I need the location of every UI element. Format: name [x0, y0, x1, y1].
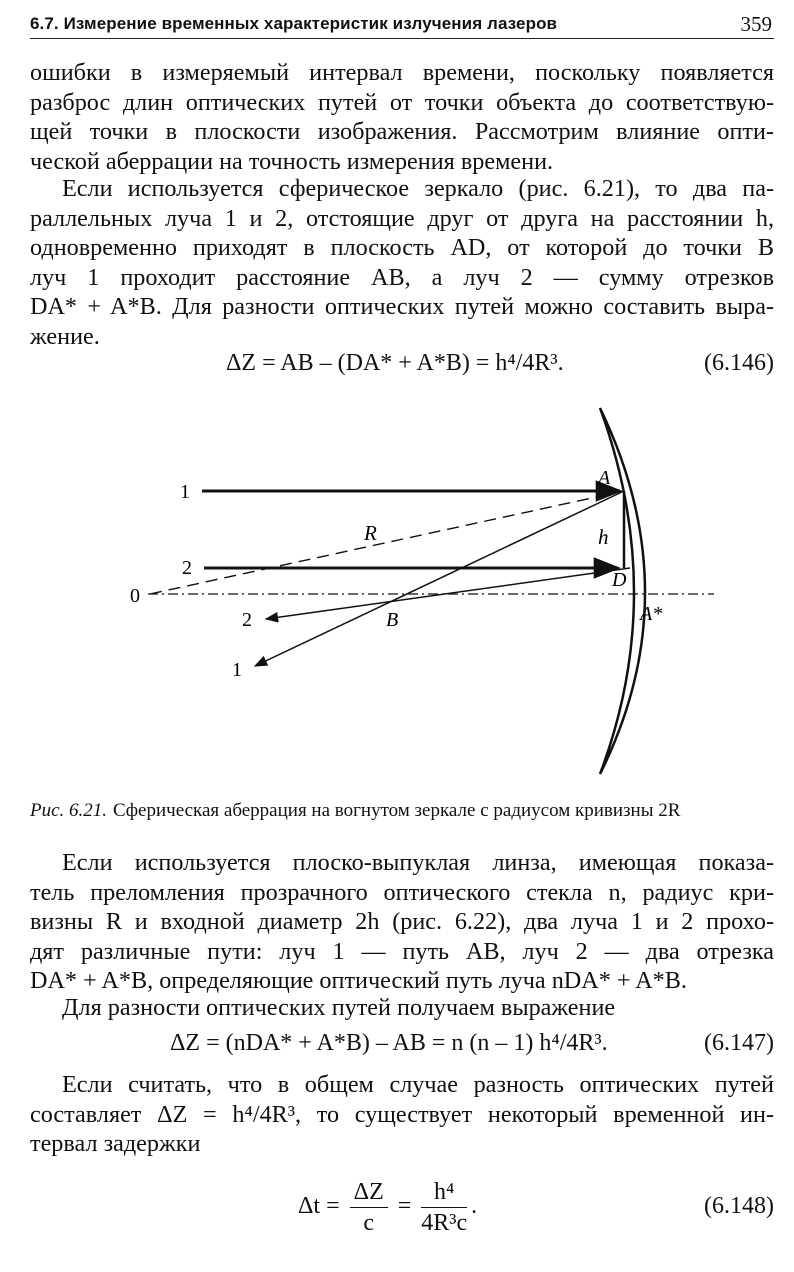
equation-expression — [298, 1170, 477, 1242]
equation-6-148 — [30, 1170, 774, 1242]
text-line: DA* + A*B, определяющие оптический путь луча nDA* + A*B. — [30, 967, 687, 994]
fraction-numerator: ΔZ — [350, 1177, 388, 1208]
text-line: разброс длин оптических путей от точки объекта до соответствую- — [30, 88, 774, 116]
paragraph-3 — [30, 848, 774, 996]
section-title: 6.7. Измерение временных характеристик излучения лазеров — [30, 14, 558, 33]
fraction-denominator: c — [363, 1209, 375, 1236]
text-line: составляет ΔZ = h⁴/4R³, то существует некоторый временной ин- — [30, 1100, 774, 1128]
paragraph-4 — [30, 993, 774, 1023]
text-line: луч 1 проходит расстояние AB, а луч 2 — сумму отрезков — [30, 263, 774, 291]
fraction-numerator: h⁴ — [421, 1177, 467, 1208]
paragraph-1 — [30, 58, 774, 176]
caption-text: Сферическая аберрация на вогнутом зеркале с радиусом кривизны 2R — [113, 800, 681, 821]
fraction-dz-c — [350, 1177, 388, 1238]
label-ray-2: 2 — [182, 557, 192, 579]
text-line: щей точки в плоскости изображения. Рассмотрим влияние опти- — [30, 118, 774, 145]
equation-number: (6.147) — [704, 1030, 774, 1056]
label-D: D — [612, 569, 627, 591]
text-line: Для разности оптических путей получаем выражение — [62, 994, 616, 1021]
ray-1-reflected — [255, 491, 624, 666]
text-line: одновременно приходят в плоскость AD, от которой до точки B — [30, 234, 774, 261]
text-line: тель преломления прозрачного оптического стекла n, радиус кри- — [30, 878, 774, 906]
label-out-1: 1 — [232, 659, 242, 681]
label-out-2: 2 — [242, 609, 252, 631]
figure-6-21 — [120, 404, 720, 794]
equation-number: (6.146) — [704, 350, 774, 376]
text-line: Если используется плоско-выпуклая линза, имеющая показа- — [62, 849, 774, 876]
label-A: A — [598, 467, 611, 489]
label-h: h — [598, 525, 609, 549]
fraction-denominator: 4R³c — [421, 1209, 468, 1236]
page-number: 359 — [740, 12, 772, 36]
text-line: тервал задержки — [30, 1130, 201, 1157]
label-A-star: A* — [640, 603, 663, 625]
equation-expression: ΔZ = AB – (DA* + A*B) = h⁴/4R³. — [226, 350, 564, 376]
fraction-h4-4r3c — [421, 1177, 467, 1238]
label-origin: 0 — [130, 585, 140, 607]
equation-6-146 — [30, 350, 774, 382]
figure-caption — [30, 800, 774, 822]
text-line: ошибки в измеряемый интервал времени, поскольку появляется — [30, 59, 774, 86]
equation-number: (6.148) — [704, 1193, 774, 1219]
text-line: жение. — [30, 322, 100, 350]
text-line: DA* + A*B. Для разности оптических путей можно составить выра- — [30, 293, 774, 320]
text-line: визны R и входной диаметр 2h (рис. 6.22), два луча 1 и 2 прохо- — [30, 908, 774, 935]
concave-mirror — [600, 408, 645, 774]
mirror-diagram — [120, 404, 720, 794]
eq-equals: = — [397, 1193, 412, 1219]
text-line: ческой аберрации на точность измерения времени. — [30, 147, 554, 175]
paragraph-2 — [30, 174, 774, 351]
caption-label: Рис. 6.21. — [30, 800, 108, 821]
paragraph-5 — [30, 1070, 774, 1159]
text-line: Если используется сферическое зеркало (рис. 6.21), то два па- — [62, 175, 774, 202]
running-header — [30, 12, 774, 39]
equation-expression: ΔZ = (nDA* + A*B) – AB = n (n – 1) h⁴/4R³. — [170, 1030, 608, 1056]
label-B: B — [386, 609, 399, 631]
text-line: Если считать, что в общем случае разность оптических путей — [62, 1071, 774, 1098]
eq-tail: . — [471, 1193, 478, 1219]
label-R: R — [364, 521, 377, 545]
label-ray-1: 1 — [180, 481, 190, 503]
eq-lhs: Δt = — [298, 1193, 340, 1219]
text-line: дят различные пути: луч 1 — путь AB, луч 2 — два отрезка — [30, 937, 774, 965]
equation-6-147 — [30, 1030, 774, 1062]
text-line: раллельных луча 1 и 2, отстоящие друг от друга на расстоянии h, — [30, 204, 774, 232]
